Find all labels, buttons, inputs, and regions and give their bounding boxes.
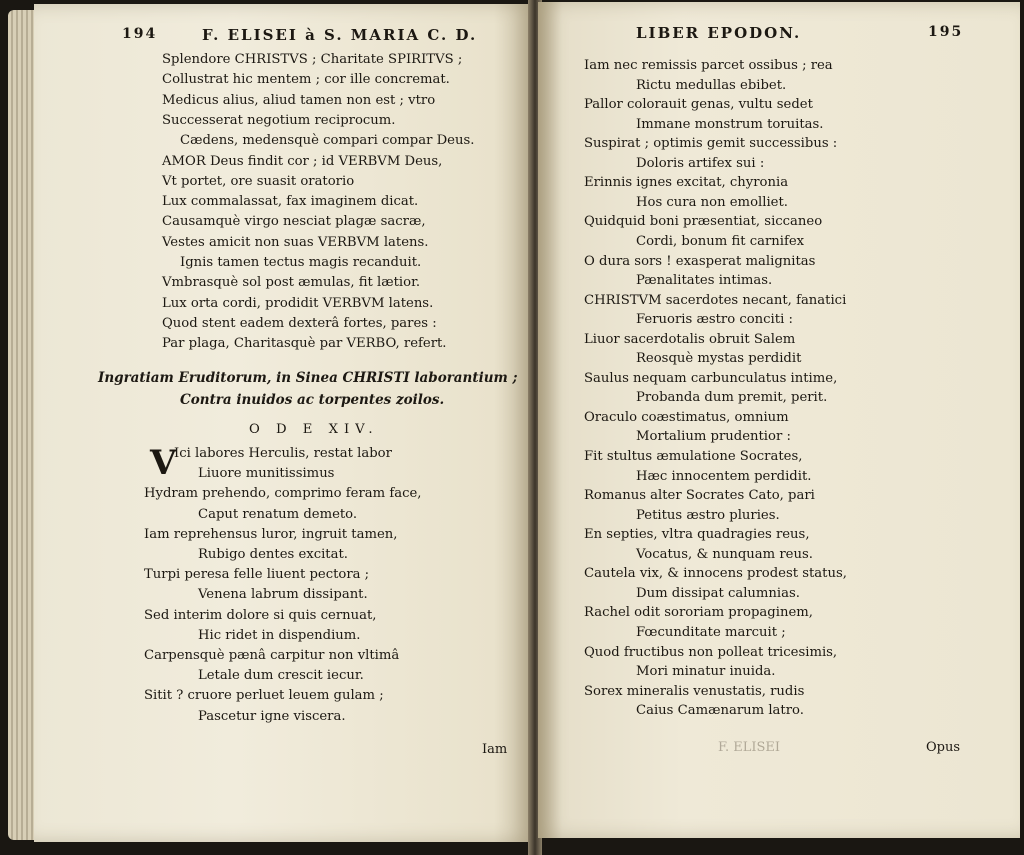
verse-line: Vocatus, & nunquam reus. [636,546,813,562]
verse-line: Pænalitates intimas. [636,273,773,289]
verse-line: Cædens, medensquè compari compar Deus. [180,133,475,149]
verse-line: Caius Camænarum latro. [636,703,804,719]
signature-mark: F. ELISEI [718,740,781,755]
verse-line: CHRISTVM sacerdotes necant, fanatici [584,292,847,308]
poem-title-line2: Contra inuidos ac torpentes zoilos. [180,392,445,408]
verse-line: Liuore munitissimus [198,466,335,482]
verse-line: Quidquid boni præsentiat, siccaneo [584,214,823,230]
verse-line: Venena labrum dissipant. [198,587,368,603]
verse-line: Sitit ? cruore perluet leuem gulam ; [144,688,384,704]
right-running-head: LIBER EPODON. [636,24,802,42]
verse-line: Pallor colorauit genas, vultu sedet [584,97,813,113]
verse-line: Carpensquè pænâ carpitur non vltimâ [144,648,400,663]
verse-line: Caput renatum demeto. [198,506,358,522]
verse-line: Quod fructibus non polleat tricesimis, [584,644,838,660]
verse-line: Liuor sacerdotalis obruit Salem [584,331,796,347]
right-catchword: Opus [926,740,961,755]
verse-line: Medicus alius, aliud tamen non est ; vtro [162,92,436,108]
verse-line: Successerat negotium reciprocum. [162,112,396,128]
verse-line: Lux commalassat, fax imaginem dicat. [162,194,419,210]
verse-line: O dura sors ! exasperat malignitas [584,253,816,269]
verse-line: Fœcunditate marcuit ; [636,624,786,640]
verse-line: Vestes amicit non suas VERBVM latens. [162,234,429,250]
verse-line: Mortalium prudentior : [636,429,791,445]
ode-number: O D E XIV. [249,422,379,437]
verse-line: Iam reprehensus luror, ingruit tamen, [144,526,398,542]
verse-line: Erinnis ignes excitat, chyronia [584,175,789,191]
verse-line: Rachel odit sororiam propaginem, [584,605,813,621]
verse-line: Hos cura non emolliet. [636,194,788,210]
left-running-head: F. ELISEI à S. MARIA C. D. [202,26,478,44]
verse-line: AMOR Deus findit cor ; id VERBVM Deus, [162,153,443,169]
verse-line: Saulus nequam carbunculatus intime, [584,370,838,386]
verse-line: Doloris artifex sui : [636,155,765,171]
verse-line: Splendore CHRISTVS ; Charitate SPIRITVS ; [162,52,463,67]
verse-line: Cautela vix, & innocens prodest status, [584,566,847,582]
verse-line: Hic ridet in dispendium. [198,627,361,643]
verse-line: Sed interim dolore si quis cernuat, [144,607,377,623]
verse-line: Cordi, bonum fit carnifex [636,233,805,249]
verse-line: Dum dissipat calumnias. [636,585,800,601]
verse-line: Probanda dum premit, perit. [636,390,828,406]
poem-title-line1: Ingratiam Eruditorum, in Sinea CHRISTI laborantium ; [98,370,518,386]
verse-line: Oraculo coæstimatus, omnium [584,409,789,425]
right-page [538,2,1020,838]
verse-line: Par plaga, Charitasquè par VERBO, refert. [162,336,447,352]
verse-line: Lux orta cordi, prodidit VERBVM latens. [162,295,434,311]
right-page-number: 195 [928,24,964,40]
verse-line: Romanus alter Socrates Cato, pari [584,488,815,504]
verse-line: Sorex mineralis venustatis, rudis [584,683,805,699]
verse-line: Turpi peresa felle liuent pectora ; [144,567,370,583]
left-page [34,4,534,842]
verse-line: Mori minatur inuida. [636,664,776,680]
verse-line: Immane monstrum toruitas. [636,116,824,132]
verse-line: Rubigo dentes excitat. [198,547,348,562]
verse-line: Pascetur igne viscera. [198,708,346,724]
left-page-number: 194 [122,26,158,42]
drop-cap: V [150,443,177,483]
verse-line: Rictu medullas ebibet. [636,77,787,93]
verse-line: Vt portet, ore suasit oratorio [162,173,355,189]
verse-line: Iam nec remissis parcet ossibus ; rea [584,58,833,73]
verse-line: Fit stultus æmulatione Socrates, [584,449,803,464]
verse-line: Quod stent eadem dexterâ fortes, pares : [162,315,437,331]
verse-line: Ici labores Herculis, restat labor [174,446,392,461]
verse-line: Petitus æstro pluries. [636,507,780,523]
verse-line: Reosquè mystas perdidit [636,351,802,367]
left-catchword: Iam [482,742,508,757]
verse-line: Ignis tamen tectus magis recanduit. [180,255,422,270]
verse-line: Feruoris æstro conciti : [636,312,793,328]
verse-line: Hydram prehendo, comprimo feram face, [144,486,422,502]
verse-line: Hæc innocentem perdidit. [636,468,812,484]
verse-line: Letale dum crescit iecur. [198,668,364,684]
verse-line: Vmbrasquè sol post æmulas, fit lætior. [162,275,421,291]
verse-line: Causamquè virgo nesciat plagæ sacræ, [162,214,426,230]
verse-line: Collustrat hic mentem ; cor ille concremat. [162,72,450,88]
verse-line: Suspirat ; optimis gemit successibus : [584,136,838,152]
verse-line: En septies, vltra quadragies reus, [584,527,810,543]
